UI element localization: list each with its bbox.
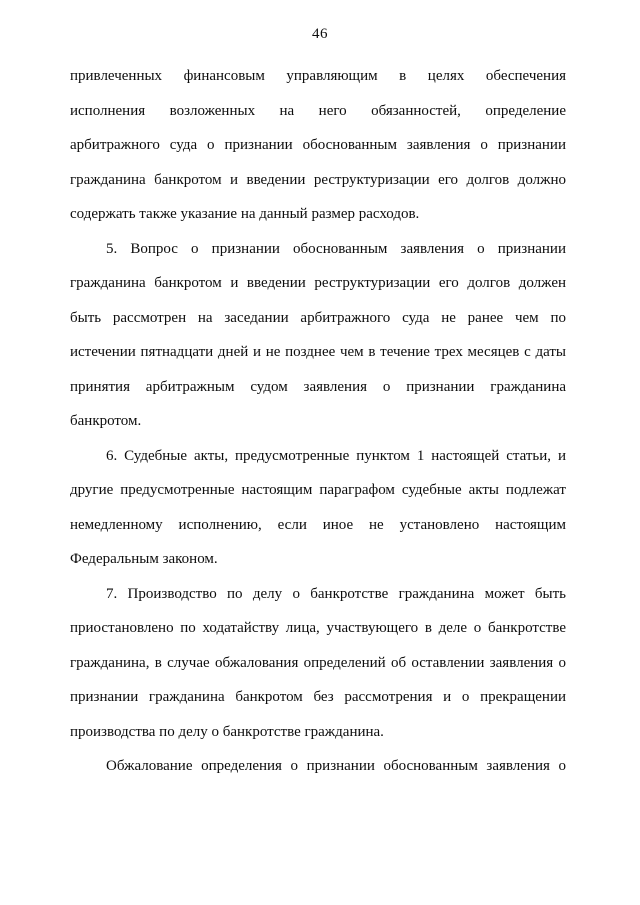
text-line: Федеральным законом. (70, 551, 218, 567)
paragraph (70, 749, 566, 784)
text-line: 7. Производство по делу о банкротстве гражданина может быть (106, 585, 566, 602)
text-line: быть рассмотрен на заседании арбитражного суда не ранее чем по (70, 309, 566, 326)
text-line: арбитражного суда о признании обоснованным заявления о признании (70, 137, 566, 153)
text-line: немедленному исполнению, если иное не установлено настоящим (70, 516, 566, 533)
text-line: содержать также указание на данный размер расходов. (70, 206, 420, 222)
text-line: гражданина банкротом и введении реструктуризации его долгов должно (70, 171, 566, 188)
text-line: гражданина банкротом и введении реструктуризации его долгов должен (70, 275, 566, 291)
page-number: 46 (312, 26, 328, 42)
paragraph (70, 232, 566, 439)
text-line: приостановлено по ходатайству лица, участвующего в деле о банкротстве (70, 620, 566, 636)
text-line: признании гражданина банкротом без рассмотрения и о прекращении (70, 689, 566, 705)
text-line: банкротом. (70, 413, 142, 429)
text-line: истечении пятнадцати дней и не позднее чем в течение трех месяцев с даты (70, 344, 566, 360)
text-line: производства по делу о банкротстве гражданина. (70, 723, 384, 740)
text-line: Обжалование определения о признании обоснованным заявления о (106, 758, 566, 774)
text-line: гражданина, в случае обжалования определений об оставлении заявления о (70, 654, 566, 671)
text-line: 6. Судебные акты, предусмотренные пунктом 1 настоящей статьи, и (106, 447, 566, 464)
paragraph (70, 59, 566, 232)
text-line: привлеченных финансовым управляющим в целях обеспечения (70, 68, 566, 84)
document-body (70, 59, 566, 784)
text-line: принятия арбитражным судом заявления о признании гражданина (70, 378, 566, 395)
paragraph (70, 577, 566, 750)
text-line: другие предусмотренные настоящим параграфом судебные акты подлежат (70, 482, 566, 498)
paragraph (70, 439, 566, 577)
text-line: 5. Вопрос о признании обоснованным заявления о признании (106, 240, 566, 257)
text-line: исполнения возложенных на него обязанностей, определение (70, 102, 566, 119)
